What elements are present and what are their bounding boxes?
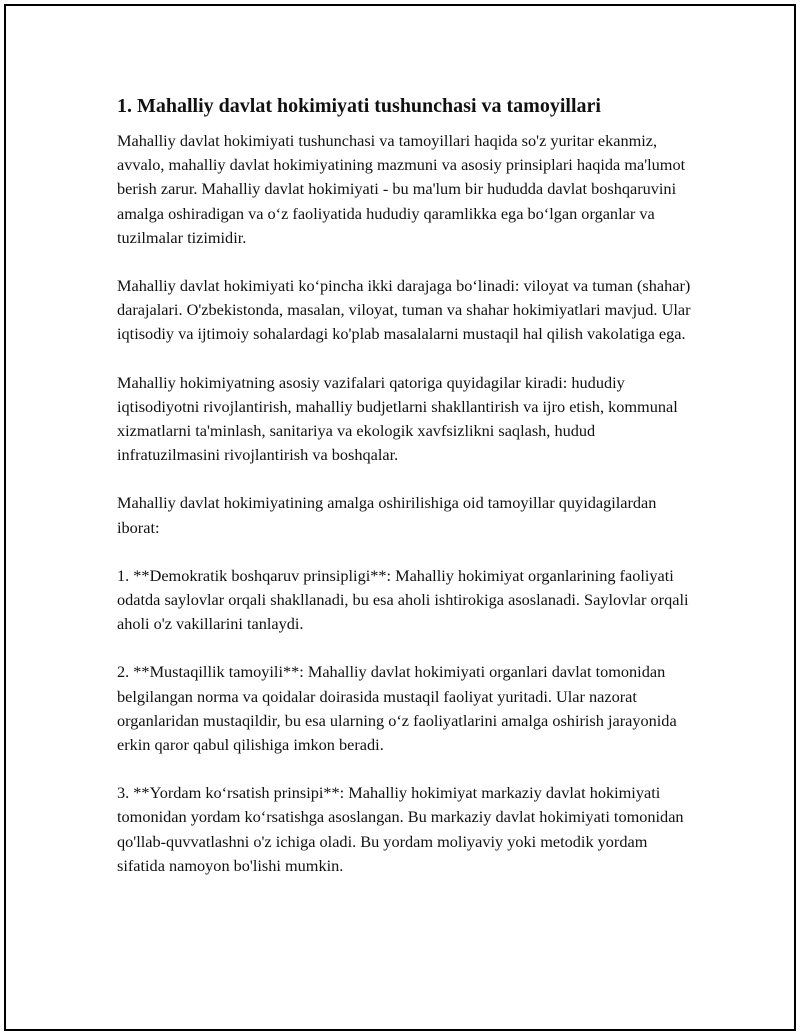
paragraph-levels: Mahalliy davlat hokimiyati ko‘pincha ikki darajaga bo‘linadi: viloyat va tuman (shahar) darajalari. O'zbekistonda, masalan, viloyat, tuman va shahar hokimiyatlari mavjud. Ular iqtisodiy va ijtimoiy sohalardagi ko'plab masalalarni mustaqil hal qilish vakolatiga ega. — [117, 276, 691, 344]
paragraph-definition: Mahalliy davlat hokimiyati tushunchasi va tamoyillari haqida so'z yuritar ekanmiz, avvalo, mahalliy davlat hokimiyatining mazmuni va asosiy prinsiplari haqida ma'lumot berish zarur. Mahalliy davlat hokimiyati - bu ma'lum bir hududda davlat boshqaruvini amalga oshiradigan va o‘z faoliyatida hududiy qaramlikka ega bo‘lgan organlar va tuzilmalar tizimidir. — [117, 131, 686, 247]
document-body — [117, 92, 697, 902]
list-item-support: 3. **Yordam ko‘rsatish prinsipi**: Mahalliy hokimiyat markaziy davlat hokimiyati tomonidan yordam ko‘rsatishga asoslangan. Bu markaziy davlat hokimiyati tomonidan qo'llab-quvvatlashni o'z ichiga oladi. Bu yordam moliyaviy yoki metodik yordam sifatida namoyon bo'lishi mumkin. — [117, 783, 684, 875]
list-item-independence: 2. **Mustaqillik tamoyili**: Mahalliy davlat hokimiyati organlari davlat tomonidan belgilangan norma va qoidalar doirasida mustaqil faoliyat yuritadi. Ular nazorat organlaridan mustaqildir, bu esa ularning o‘z faoliyatlarini amalga oshirish jarayonida erkin qaror qabul qilishiga imkon beradi. — [117, 662, 677, 755]
paragraph-principles-intro: Mahalliy davlat hokimiyatining amalga oshirilishiga oid tamoyillar quyidagilardan iborat: — [117, 493, 657, 537]
section-heading: 1. Mahalliy davlat hokimiyati tushunchasi va tamoyillari — [117, 95, 601, 117]
list-item-democratic: 1. **Demokratik boshqaruv prinsipligi**: Mahalliy hokimiyat organlarining faoliyati odatda saylovlar orqali shakllanadi, bu esa aholi ishtirokiga asoslanadi. Saylovlar orqali aholi o'z vakillarini tanlaydi. — [117, 565, 689, 634]
paragraph-tasks: Mahalliy hokimiyatning asosiy vazifalari qatoriga quyidagilar kiradi: hududiy iqtisodiyotni rivojlantirish, mahalliy budjetlarni shakllantirish va ijro etish, kommunal xizmatlarni ta'minlash, sanitariya va ekologik xavfsizlikni saqlash, hudud infratuzilmasini rivojlantirish va boshqalar. — [117, 372, 678, 465]
